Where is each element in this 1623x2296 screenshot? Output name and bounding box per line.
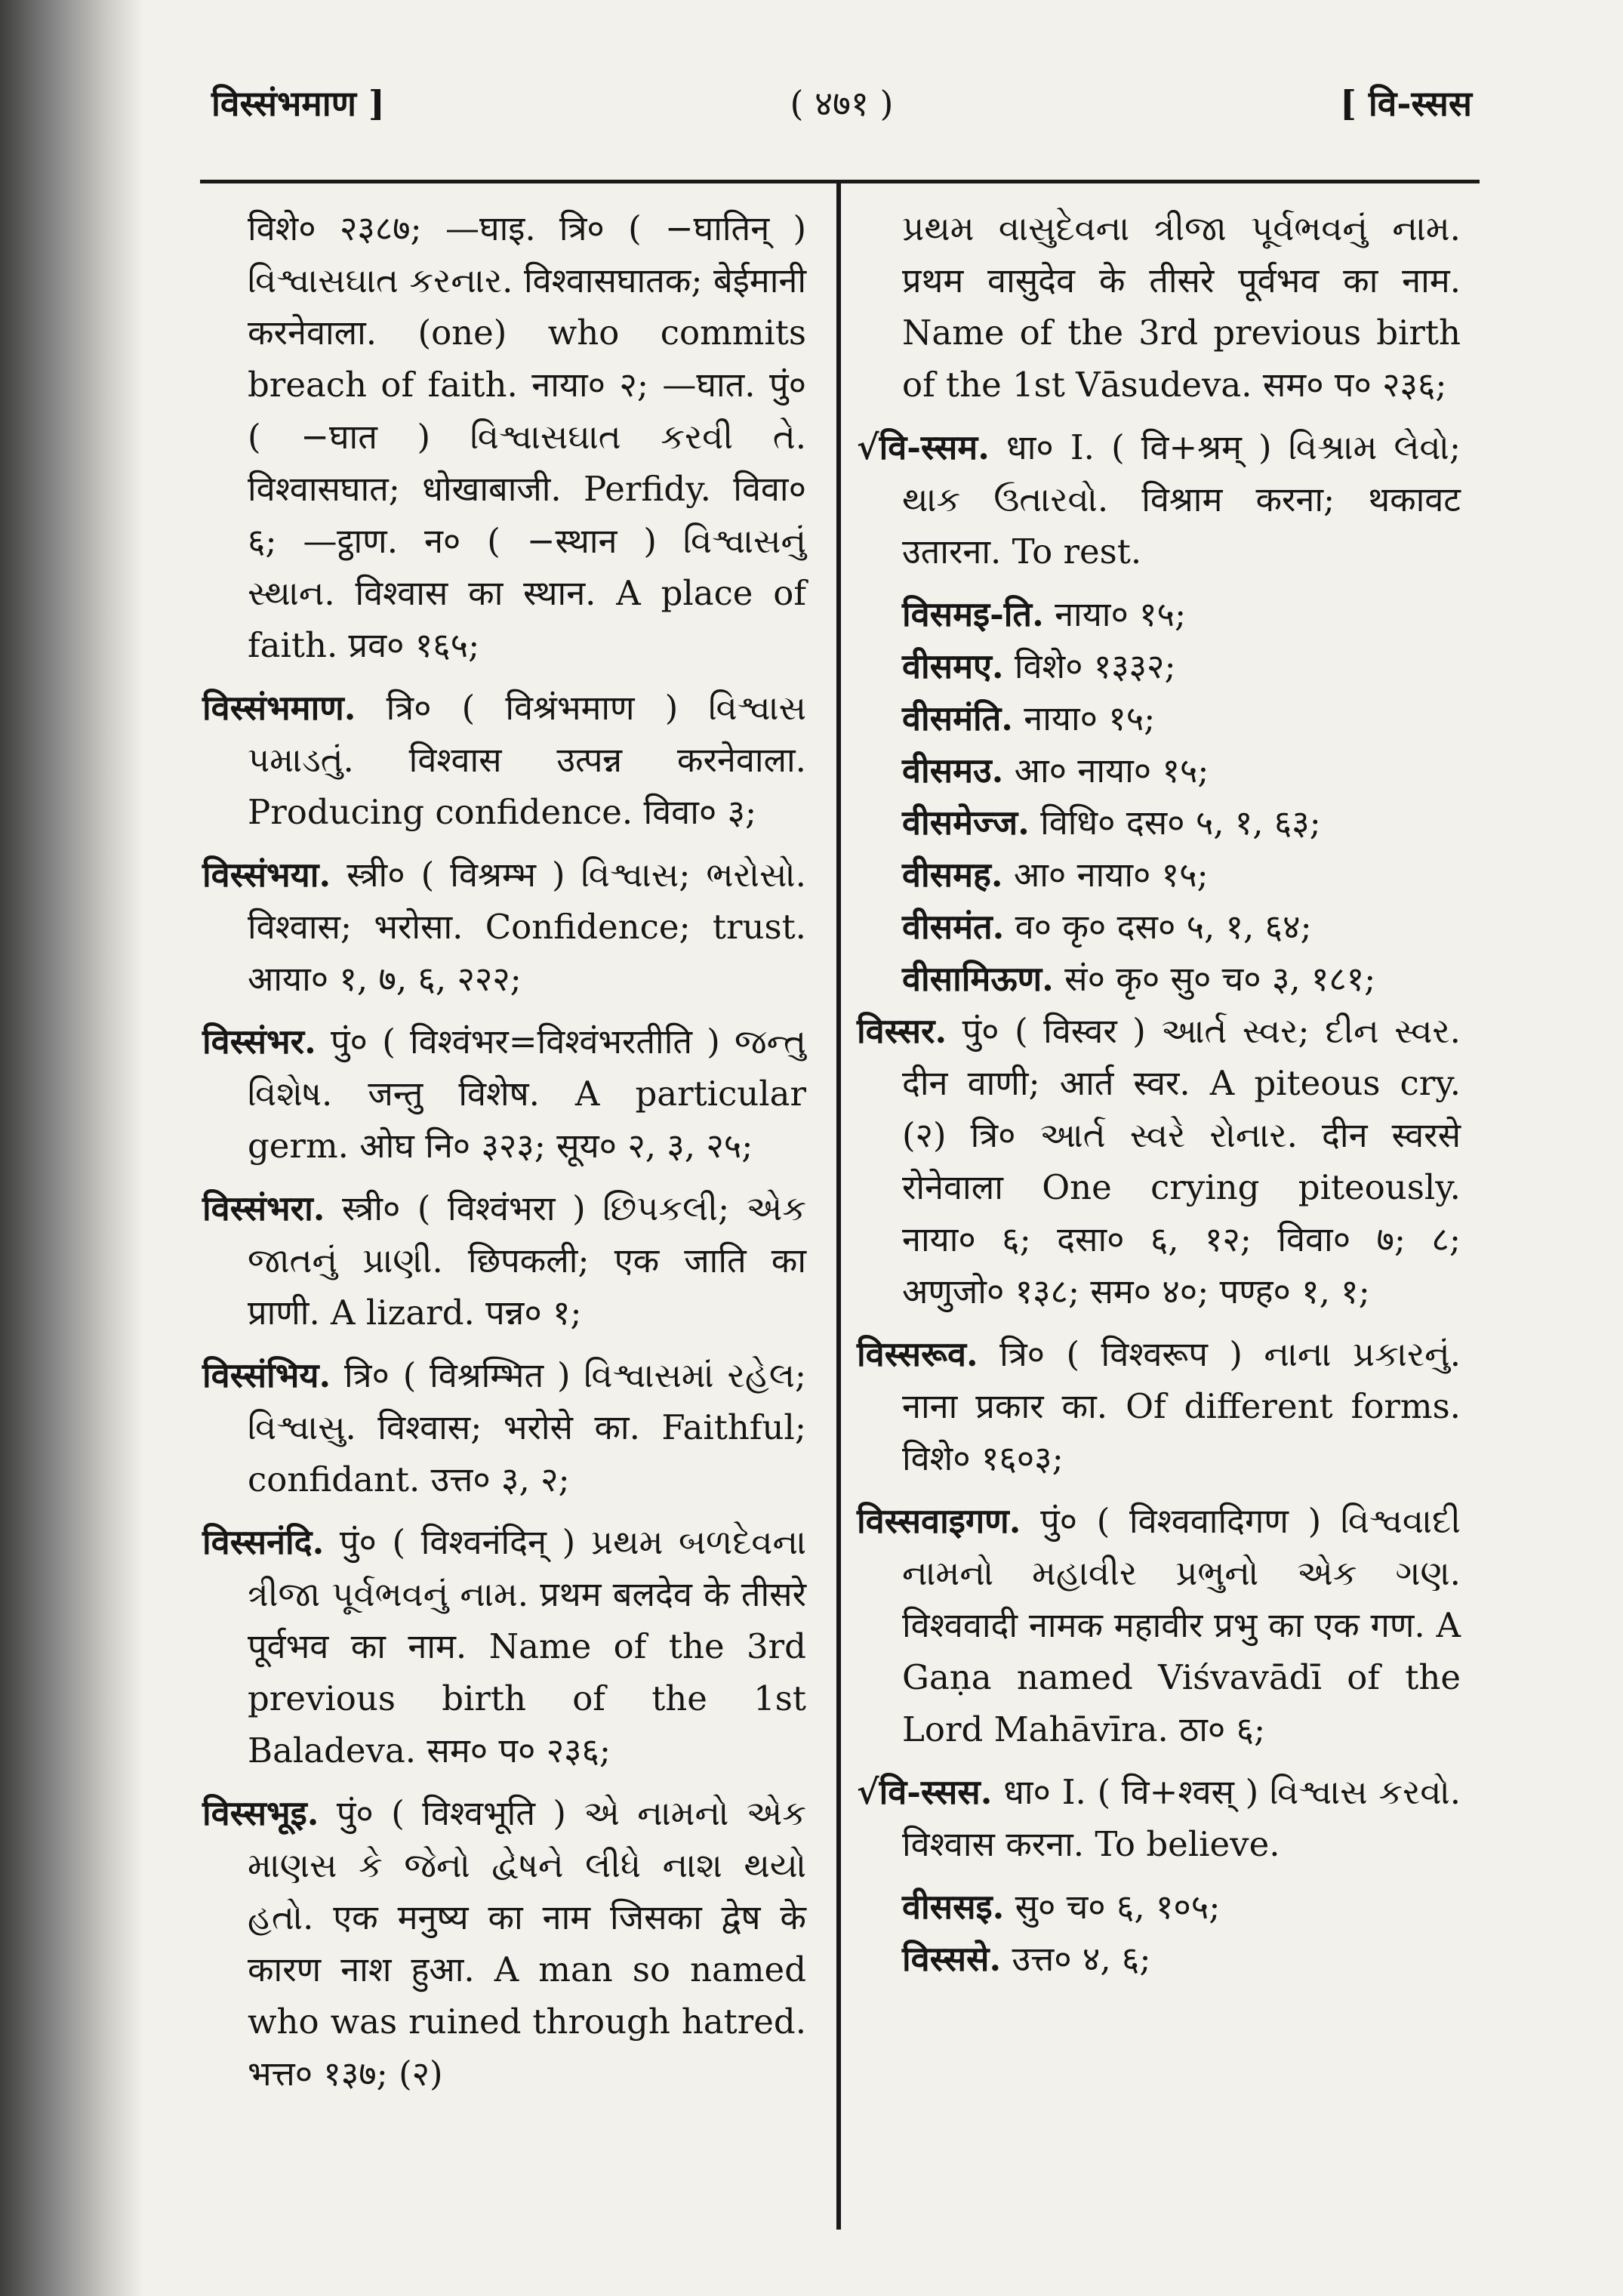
entry-headword: विस्संभिय. <box>202 1355 331 1395</box>
entry-headword: विस्संभया. <box>202 855 331 895</box>
entry-definition: आ० नाया० १५; <box>1014 750 1209 791</box>
entry-definition: पुं० ( विश्वभूति ) એ નામનો એક માણસ કે જેનો દ્વેષને લીધે નાશ થયો હતો. एक मनुष्य का नाम जिसका द्वेष के कारण नाश हुआ. A man so named who was ruined through hatred. भत्त० १३७; (२) <box>248 1793 806 2094</box>
entry-definition: व० कृ० दस० ५, १, ६४; <box>1015 907 1312 947</box>
dictionary-entry <box>202 1516 806 1777</box>
entry-definition: सु० च० ६, १०५; <box>1015 1887 1221 1927</box>
entry-headword: विस्संभमाण. <box>202 688 356 728</box>
dictionary-entry <box>857 692 1461 744</box>
header-last-word: [ वि-स्सस <box>1340 83 1472 124</box>
entry-definition: पुं० ( विश्वंभर=विश्वंभरतीति ) જન્તુ વિશેષ. जन्तु विशेष. A particular germ. ओघ नि० ३२३; सूय० २, ३, २५; <box>248 1022 806 1166</box>
entry-headword: √वि-स्सम. <box>857 427 990 467</box>
entry-headword: विस्संभरा. <box>202 1188 325 1228</box>
entry-headword: वीसामिऊण. <box>902 959 1054 999</box>
entry-definition: त्रि० ( विश्रम्भित ) વિશ્વાસમાં રહેલ; વિશ્વાસુ. विश्वास; भरोसे का. Faithful; confidant. उत्त० ३, २; <box>248 1355 806 1499</box>
entry-definition: પ્રથમ વાસુદેવના ત્રીજા પૂર્વભવનું નામ. प्रथम वासुदेव के तीसरे पूर्वभव का नाम. Name of the 3rd previous birth of the 1st Vāsudeva. सम० प० २३६; <box>902 208 1461 405</box>
entry-headword: √वि-स्सस. <box>857 1772 993 1812</box>
entry-headword: वीसमह. <box>902 855 1003 895</box>
entry-definition: स्त्री० ( विश्रम्भ ) વિશ્વાસ; ભરોસો. विश्वास; भरोसा. Confidence; trust. आया० १, ७, ६, २२२; <box>248 855 806 999</box>
dictionary-entry <box>857 202 1461 411</box>
dictionary-entry <box>202 1015 806 1172</box>
dictionary-entry <box>857 588 1461 640</box>
entry-definition: त्रि० ( विश्वरूप ) નાના પ્રકારનું. नाना प्रकार का. Of different forms. विशे० १६०३; <box>902 1334 1461 1478</box>
entry-headword: वीसमए. <box>902 646 1004 686</box>
entry-definition: धा० I. ( वि+श्रम् ) વિશ્રામ લેવો; થાક ઉતારવો. विश्राम करना; थकावट उतारना. To rest. <box>902 427 1461 572</box>
entry-headword: विस्संभर. <box>202 1022 316 1062</box>
entry-definition: आ० नाया० १५; <box>1013 855 1209 895</box>
header-first-word: विस्संभमाण ] <box>211 83 385 124</box>
scan-shadow <box>0 0 143 2296</box>
entry-definition: स्त्री० ( विश्वंभरा ) છિપકલી; એક જાતનું પ્રાણી. छिपकली; एक जाति का प्राणी. A lizard. पन्न० १; <box>248 1188 806 1333</box>
entry-headword: विसमइ-ति. <box>902 594 1044 634</box>
entry-headword: विस्सनंदि. <box>202 1522 325 1562</box>
entry-headword: विस्सवाइगण. <box>857 1501 1021 1541</box>
entry-headword: वीसमउ. <box>902 750 1004 791</box>
entry-headword: विस्सर. <box>857 1011 947 1051</box>
dictionary-entry <box>857 1005 1461 1318</box>
entry-definition: त्रि० ( विश्रंभमाण ) વિશ્વાસ પમાડતું. विश्वास उत्पन्न करनेवाला. Producing confidence. विवा० ३; <box>248 688 806 832</box>
entry-definition: सं० कृ० सु० च० ३, १८१; <box>1064 959 1376 999</box>
dictionary-entry <box>857 744 1461 797</box>
entry-headword: वीससइ. <box>902 1887 1005 1927</box>
entry-headword: विस्सरूव. <box>857 1334 978 1374</box>
right-column <box>857 202 1461 1985</box>
page-header <box>211 79 1472 140</box>
entry-headword: विस्सभूइ. <box>202 1793 319 1833</box>
entry-headword: वीसमेज्ज. <box>902 803 1030 843</box>
dictionary-entry <box>202 1349 806 1505</box>
page-number: ( ४७१ ) <box>790 83 894 124</box>
entry-definition: विशे० २३८७; —घाइ. त्रि० ( −घातिन् ) વિશ્વાસઘાત કરનાર. विश्वासघातक; बेईमानी करनेवाला. (one) who commits breach of faith. नाया० २; —घात. पुं० ( −घात ) વિશ્વાસઘાત કરવી તે. विश्वासघात; धोखाबाजी. Perfidy. विवा० ६; —ट्ठाण. न० ( −स्थान ) વિશ્વાસનું સ્થાન. विश्वास का स्थान. A place of faith. प्रव० १६५; <box>248 208 806 665</box>
entry-definition: उत्त० ४, ६; <box>1012 1939 1151 1979</box>
entry-definition: पुं० ( विश्ववादिगण ) વિશ્વવાદી નામનો મહાવીર પ્રભુનો એક ગણ. विश्ववादी नामक महावीर प्रभु का एक गण. A Gaṇa named Viśvavādī of the Lord Mahāvīra. ठा० ६; <box>902 1501 1461 1749</box>
entry-definition: पुं० ( विश्वनंदिन् ) પ્રથમ બળદેવના ત્રીજા પૂર્વભવનું નામ. प्रथम बलदेव के तीसरे पूर्वभव का नाम. Name of the 3rd previous birth of the 1st Baladeva. सम० प० २३६; <box>248 1522 806 1771</box>
entry-headword: विस्ससे. <box>902 1939 1002 1979</box>
dictionary-entry <box>857 1766 1461 1870</box>
entry-definition: नाया० १५; <box>1055 594 1187 634</box>
entry-headword: वीसमंत. <box>902 907 1005 947</box>
entry-definition: पुं० ( विस्वर ) આર્ત સ્વર; દીન સ્વર. दीन वाणी; आर्त स्वर. A piteous cry. (२) त्रि० આર્ત સ્વરે રોનાર. दीन स्वरसे रोनेवाला One crying piteously. नाया० ६; दसा० ६, १२; विवा० ७; ८; अणुजो० १३८; सम० ४०; पण्ह० १, १; <box>902 1011 1461 1311</box>
dictionary-entry <box>202 849 806 1005</box>
entry-definition: विधि० दस० ५, १, ६३; <box>1040 803 1321 843</box>
dictionary-entry <box>857 797 1461 849</box>
dictionary-entry <box>202 202 806 671</box>
dictionary-entry <box>857 421 1461 578</box>
entry-headword: वीसमंति. <box>902 698 1013 738</box>
dictionary-entry <box>857 1881 1461 1933</box>
entry-definition: धा० I. ( वि+श्वस् ) વિશ્વાસ કરવો. विश्वास करना. To believe. <box>902 1772 1461 1864</box>
dictionary-entry <box>857 901 1461 953</box>
dictionary-entry <box>857 849 1461 901</box>
dictionary-entry <box>202 1787 806 2100</box>
dictionary-entry <box>202 1182 806 1339</box>
left-column <box>202 202 806 2110</box>
dictionary-entry <box>857 1328 1461 1484</box>
dictionary-entry <box>857 1495 1461 1755</box>
dictionary-entry <box>202 682 806 838</box>
dictionary-entry <box>857 953 1461 1005</box>
dictionary-entry <box>857 640 1461 692</box>
column-divider <box>836 180 841 2230</box>
entry-definition: विशे० १३३२; <box>1014 646 1176 686</box>
entry-definition: नाया० १५; <box>1024 698 1156 738</box>
dictionary-entry <box>857 1933 1461 1985</box>
